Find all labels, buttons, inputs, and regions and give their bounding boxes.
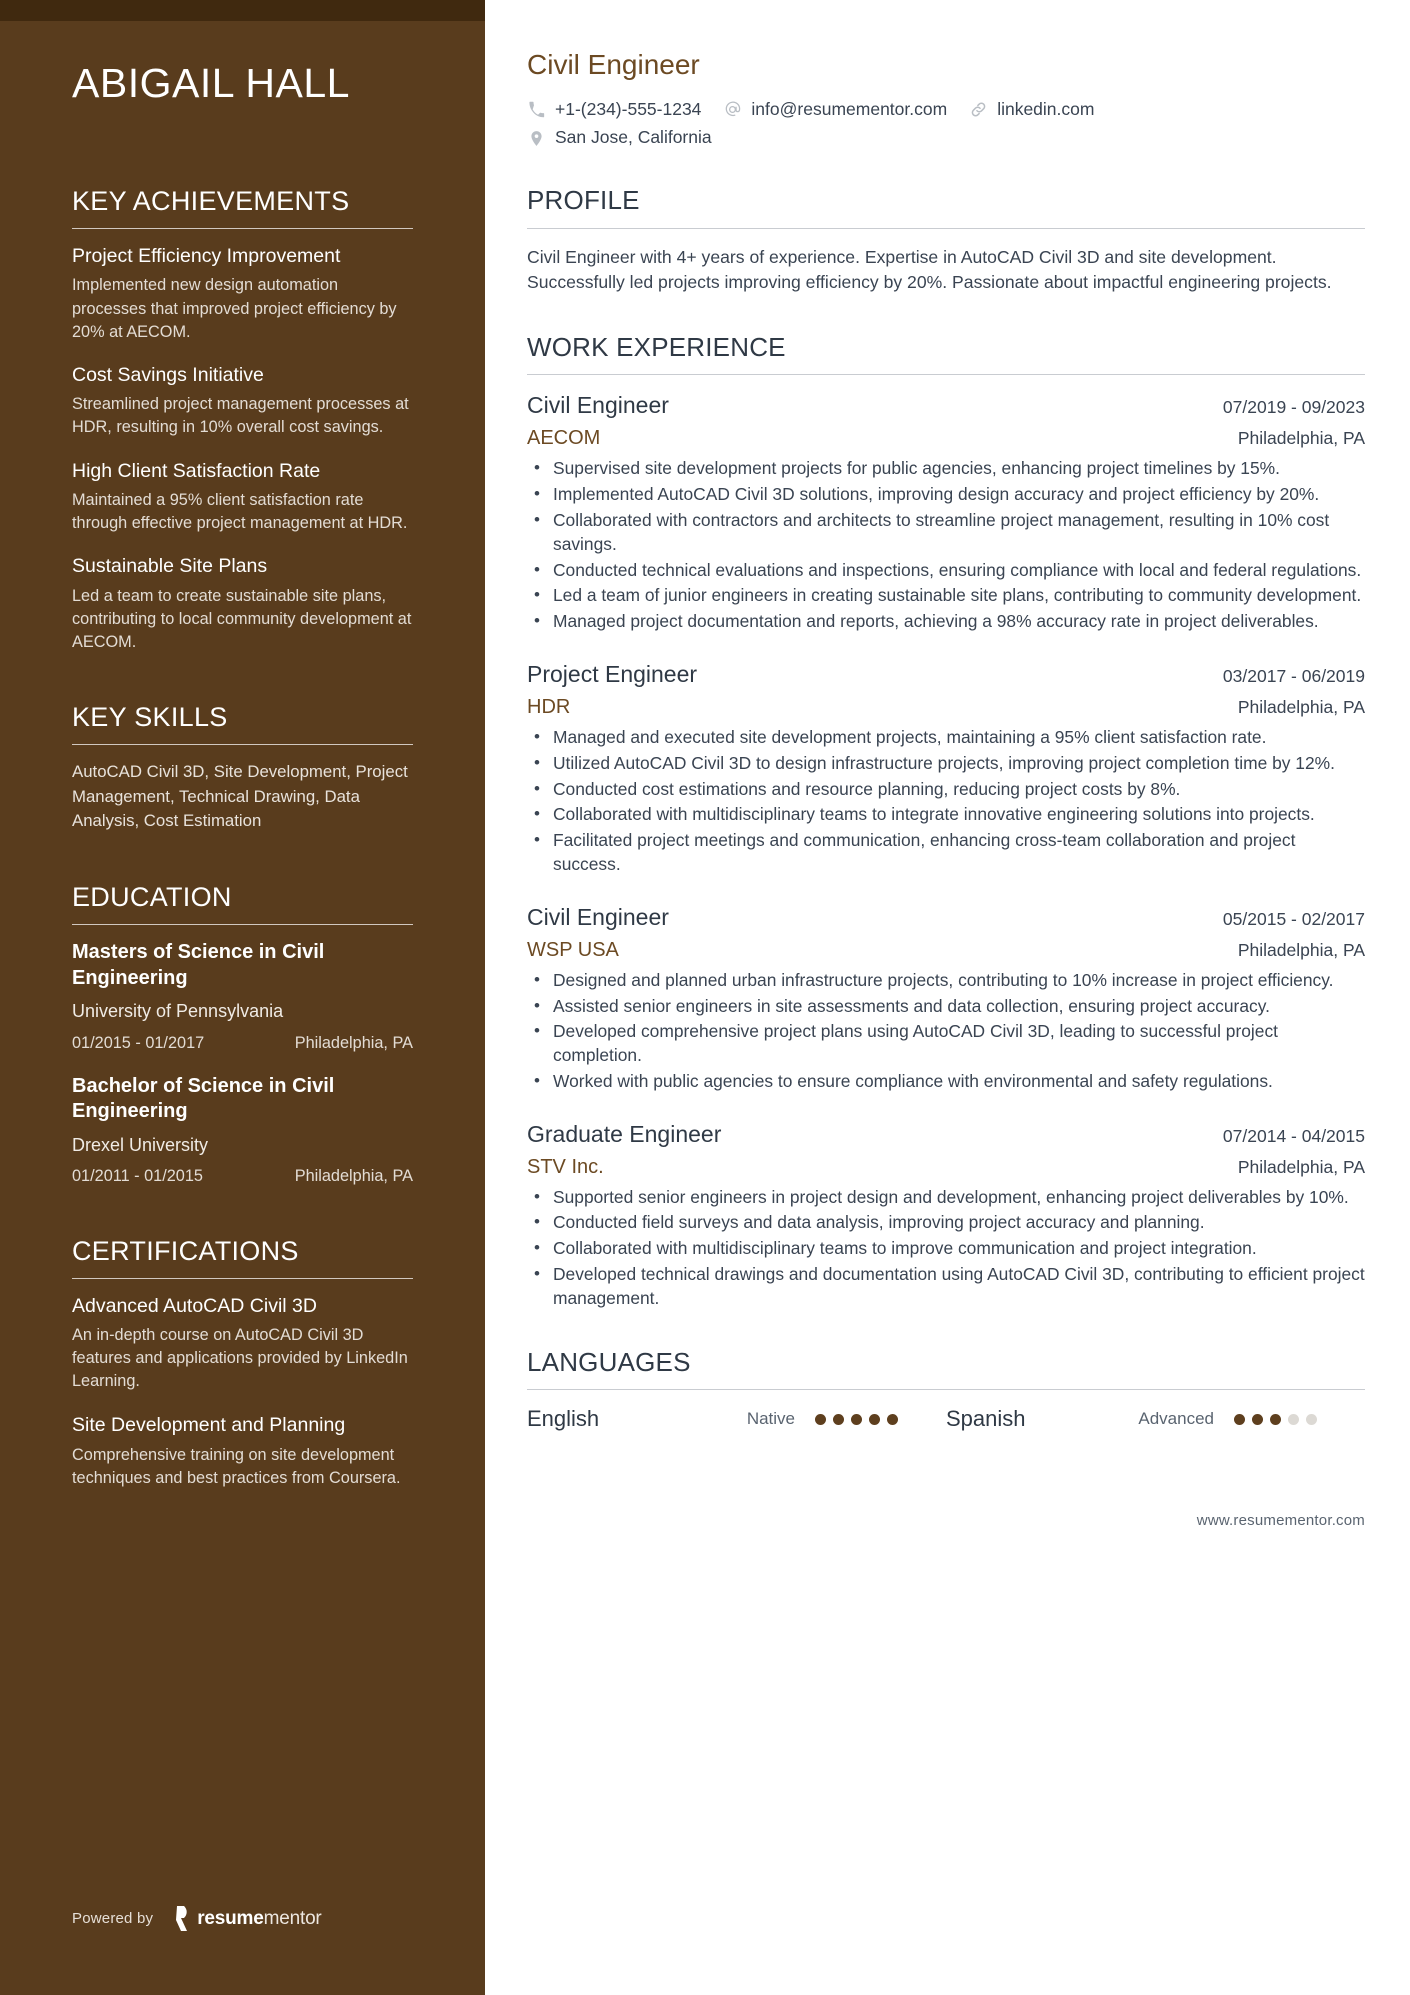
section-key-achievements bbox=[72, 186, 413, 654]
job-location: Philadelphia, PA bbox=[1237, 939, 1365, 960]
job-company: WSP USA bbox=[527, 938, 619, 961]
section-heading-key-skills: KEY SKILLS bbox=[72, 701, 228, 732]
section-key-skills bbox=[72, 702, 413, 834]
proficiency-dot bbox=[887, 1414, 898, 1425]
section-education bbox=[72, 882, 413, 1188]
job-bullet: • Designed and planned urban infrastructure projects, contributing to 10% increase in project efficiency. bbox=[527, 969, 1365, 993]
sidebar bbox=[0, 0, 485, 1995]
certification-item bbox=[72, 1294, 413, 1394]
education-dates: 01/2015 - 01/2017 bbox=[72, 1033, 205, 1052]
job-bullet: • Collaborated with contractors and architects to streamline project management, resulting in 10% cost savings. bbox=[527, 509, 1365, 557]
job-subheader bbox=[527, 426, 1365, 451]
job-header bbox=[527, 660, 1365, 689]
job-company: HDR bbox=[527, 695, 571, 718]
achievement-title: Project Efficiency Improvement bbox=[72, 245, 341, 268]
section-heading-languages: LANGUAGES bbox=[527, 1346, 691, 1377]
job-location: Philadelphia, PA bbox=[1237, 696, 1365, 717]
education-item bbox=[72, 940, 413, 1054]
divider bbox=[72, 744, 413, 745]
job-bullets bbox=[527, 969, 1365, 1094]
phone-icon bbox=[527, 100, 546, 119]
language-proficiency-dots bbox=[815, 1414, 898, 1425]
contact-value: linkedin.com bbox=[997, 98, 1095, 119]
brand-bold: resume bbox=[197, 1908, 264, 1929]
powered-by-label: Powered by bbox=[72, 1910, 154, 1927]
divider bbox=[72, 228, 413, 229]
achievement-title: Cost Savings Initiative bbox=[72, 363, 264, 386]
job-bullet: • Utilized AutoCAD Civil 3D to design infrastructure projects, improving project completion time by 12%. bbox=[527, 752, 1365, 776]
achievement-description: Streamlined project management processes at HDR, resulting in 10% overall cost savings. bbox=[72, 395, 409, 437]
job-subheader bbox=[527, 938, 1365, 963]
certification-title: Advanced AutoCAD Civil 3D bbox=[72, 1294, 317, 1317]
job-bullet: • Worked with public agencies to ensure compliance with environmental and safety regulations. bbox=[527, 1070, 1365, 1094]
education-list bbox=[72, 940, 413, 1188]
job-bullet: • Managed and executed site development projects, maintaining a 95% client satisfaction rate. bbox=[527, 726, 1365, 750]
proficiency-dot bbox=[1270, 1414, 1281, 1425]
contact-email-at[interactable] bbox=[723, 99, 947, 121]
certification-item bbox=[72, 1413, 413, 1490]
job-bullet: • Implemented AutoCAD Civil 3D solutions, improving design accuracy and project efficiency by 20%. bbox=[527, 483, 1365, 507]
job-location: Philadelphia, PA bbox=[1237, 1156, 1365, 1177]
section-heading-certifications: CERTIFICATIONS bbox=[72, 1235, 299, 1266]
education-meta bbox=[72, 1166, 413, 1187]
job-bullet: • Collaborated with multidisciplinary teams to improve communication and project integration. bbox=[527, 1237, 1365, 1261]
achievement-title: High Client Satisfaction Rate bbox=[72, 459, 321, 482]
language-level: Native bbox=[746, 1409, 795, 1429]
proficiency-dot bbox=[833, 1414, 844, 1425]
site-url: www.resumementor.com bbox=[1196, 1512, 1365, 1530]
achievement-title: Sustainable Site Plans bbox=[72, 555, 268, 578]
resumementor-r-mark-icon bbox=[175, 1906, 192, 1931]
certifications-list bbox=[72, 1294, 413, 1490]
job-dates: 07/2019 - 09/2023 bbox=[1222, 397, 1365, 418]
section-heading-profile: PROFILE bbox=[527, 185, 640, 216]
divider bbox=[527, 374, 1365, 375]
contact-value: +1-(234)-555-1234 bbox=[555, 98, 702, 119]
achievement-item bbox=[72, 244, 413, 344]
contact-link[interactable] bbox=[969, 99, 1094, 121]
section-languages bbox=[527, 1347, 1365, 1433]
job-bullets bbox=[527, 1186, 1365, 1311]
job-bullet: • Led a team of junior engineers in creating sustainable site plans, contributing to community development. bbox=[527, 584, 1365, 608]
contact-phone[interactable] bbox=[527, 99, 701, 121]
achievement-item bbox=[72, 554, 413, 654]
jobs-list bbox=[527, 391, 1365, 1310]
achievement-item bbox=[72, 363, 413, 440]
divider bbox=[527, 228, 1365, 229]
proficiency-dot bbox=[1234, 1414, 1245, 1425]
section-profile bbox=[527, 185, 1365, 296]
education-school: Drexel University bbox=[72, 1135, 209, 1156]
section-certifications bbox=[72, 1236, 413, 1490]
section-heading-key-achievements: KEY ACHIEVEMENTS bbox=[72, 186, 350, 217]
language-level: Advanced bbox=[1138, 1409, 1214, 1429]
contact-line-primary bbox=[527, 99, 1365, 121]
proficiency-dot bbox=[851, 1414, 862, 1425]
language-item bbox=[946, 1406, 1365, 1432]
language-name: English bbox=[527, 1406, 600, 1432]
contact-info bbox=[527, 99, 1365, 150]
job-title: Graduate Engineer bbox=[527, 1120, 722, 1147]
candidate-name: ABIGAIL HALL bbox=[72, 60, 350, 106]
location-pin-icon bbox=[527, 129, 546, 148]
divider bbox=[72, 924, 413, 925]
education-dates: 01/2011 - 01/2015 bbox=[72, 1167, 203, 1186]
proficiency-dot bbox=[1306, 1414, 1317, 1425]
job-header bbox=[527, 1120, 1365, 1149]
job-subheader bbox=[527, 695, 1365, 720]
contact-line-location bbox=[527, 127, 1365, 149]
language-proficiency-dots bbox=[1234, 1414, 1317, 1425]
certification-title: Site Development and Planning bbox=[72, 1414, 346, 1437]
main-footer bbox=[527, 1512, 1365, 1593]
education-meta bbox=[72, 1033, 413, 1054]
job-bullet: • Supervised site development projects for public agencies, enhancing project timelines by 15%. bbox=[527, 457, 1365, 481]
proficiency-dot bbox=[869, 1414, 880, 1425]
education-school: University of Pennsylvania bbox=[72, 1001, 284, 1022]
proficiency-dot bbox=[815, 1414, 826, 1425]
job-bullets bbox=[527, 726, 1365, 877]
certification-description: An in-depth course on AutoCAD Civil 3D features and applications provided by LinkedIn Learning. bbox=[72, 1325, 408, 1391]
job-entry bbox=[527, 660, 1365, 877]
job-bullet: • Developed technical drawings and documentation using AutoCAD Civil 3D, contributing to efficient project management. bbox=[527, 1263, 1365, 1311]
brand-light: mentor bbox=[263, 1908, 322, 1929]
divider bbox=[527, 1389, 1365, 1390]
achievement-item bbox=[72, 459, 413, 536]
job-header bbox=[527, 903, 1365, 932]
job-dates: 03/2017 - 06/2019 bbox=[1222, 666, 1365, 687]
job-company: AECOM bbox=[527, 427, 601, 450]
divider bbox=[72, 1278, 413, 1279]
job-title: Civil Engineer bbox=[527, 392, 669, 419]
job-dates: 07/2014 - 04/2015 bbox=[1222, 1125, 1365, 1146]
job-bullet: • Assisted senior engineers in site assessments and data collection, ensuring project accuracy. bbox=[527, 995, 1365, 1019]
proficiency-dot bbox=[1252, 1414, 1263, 1425]
job-bullet: • Developed comprehensive project plans using AutoCAD Civil 3D, leading to successful project completion. bbox=[527, 1020, 1365, 1068]
education-degree: Masters of Science in Civil Engineering bbox=[72, 941, 325, 989]
job-header bbox=[527, 391, 1365, 420]
job-bullet: • Conducted cost estimations and resource planning, reducing project costs by 8%. bbox=[527, 778, 1365, 802]
job-company: STV Inc. bbox=[527, 1155, 604, 1178]
headline-role: Civil Engineer bbox=[527, 49, 700, 80]
education-location: Philadelphia, PA bbox=[294, 1033, 413, 1052]
resumementor-logo bbox=[175, 1906, 321, 1931]
achievement-description: Maintained a 95% client satisfaction rate through effective project management at HDR. bbox=[72, 490, 408, 533]
languages-row bbox=[527, 1406, 1365, 1432]
education-degree: Bachelor of Science in Civil Engineering bbox=[72, 1074, 335, 1123]
proficiency-dot bbox=[1288, 1414, 1299, 1425]
job-bullet: • Managed project documentation and reports, achieving a 98% accuracy rate in project deliverables. bbox=[527, 610, 1365, 634]
skills-text: AutoCAD Civil 3D, Site Development, Project Management, Technical Drawing, Data Analysis, Cost Estimation bbox=[72, 761, 408, 831]
job-bullet: • Conducted field surveys and data analysis, improving project accuracy and planning. bbox=[527, 1211, 1365, 1235]
language-name: Spanish bbox=[946, 1406, 1026, 1432]
job-bullet: • Conducted technical evaluations and inspections, ensuring compliance with local and federal regulations. bbox=[527, 559, 1365, 583]
section-heading-education: EDUCATION bbox=[72, 882, 232, 913]
job-entry bbox=[527, 1120, 1365, 1311]
main-column bbox=[485, 0, 1410, 1995]
job-bullet: • Supported senior engineers in project design and development, enhancing project deliverables by 10%. bbox=[527, 1186, 1365, 1210]
contact-value: info@resumementor.com bbox=[751, 98, 948, 119]
profile-text: Civil Engineer with 4+ years of experience. Expertise in AutoCAD Civil 3D and site development. Successfully led projects improving efficiency by 20%. Passionate about impactful engineering projects. bbox=[527, 246, 1332, 293]
achievement-description: Led a team to create sustainable site plans, contributing to local community development at AECOM. bbox=[72, 586, 412, 651]
contact-value: San Jose, California bbox=[555, 127, 712, 148]
resumementor-wordmark bbox=[197, 1909, 321, 1928]
language-item bbox=[527, 1406, 946, 1432]
education-location: Philadelphia, PA bbox=[294, 1167, 413, 1186]
email-at-icon bbox=[723, 100, 742, 119]
job-bullet: • Collaborated with multidisciplinary teams to integrate innovative engineering solutions into projects. bbox=[527, 803, 1365, 827]
job-location: Philadelphia, PA bbox=[1237, 428, 1365, 449]
section-heading-work-experience: WORK EXPERIENCE bbox=[527, 332, 786, 363]
sidebar-footer bbox=[72, 1906, 322, 1931]
job-entry bbox=[527, 903, 1365, 1094]
job-bullet: • Facilitated project meetings and communication, enhancing cross-team collaboration and project success. bbox=[527, 829, 1365, 877]
contact-location bbox=[527, 127, 712, 149]
sidebar-top-strip bbox=[0, 0, 485, 21]
job-dates: 05/2015 - 02/2017 bbox=[1222, 908, 1365, 929]
achievement-description: Implemented new design automation processes that improved project efficiency by 20% at AECOM. bbox=[72, 276, 397, 341]
job-bullets bbox=[527, 457, 1365, 634]
job-title: Project Engineer bbox=[527, 661, 698, 688]
job-entry bbox=[527, 391, 1365, 634]
certification-description: Comprehensive training on site development techniques and best practices from Coursera. bbox=[72, 1445, 401, 1487]
education-item bbox=[72, 1074, 413, 1188]
job-subheader bbox=[527, 1155, 1365, 1180]
link-icon bbox=[969, 100, 988, 119]
job-title: Civil Engineer bbox=[527, 903, 669, 930]
achievements-list bbox=[72, 244, 413, 654]
section-work-experience bbox=[527, 332, 1365, 1311]
